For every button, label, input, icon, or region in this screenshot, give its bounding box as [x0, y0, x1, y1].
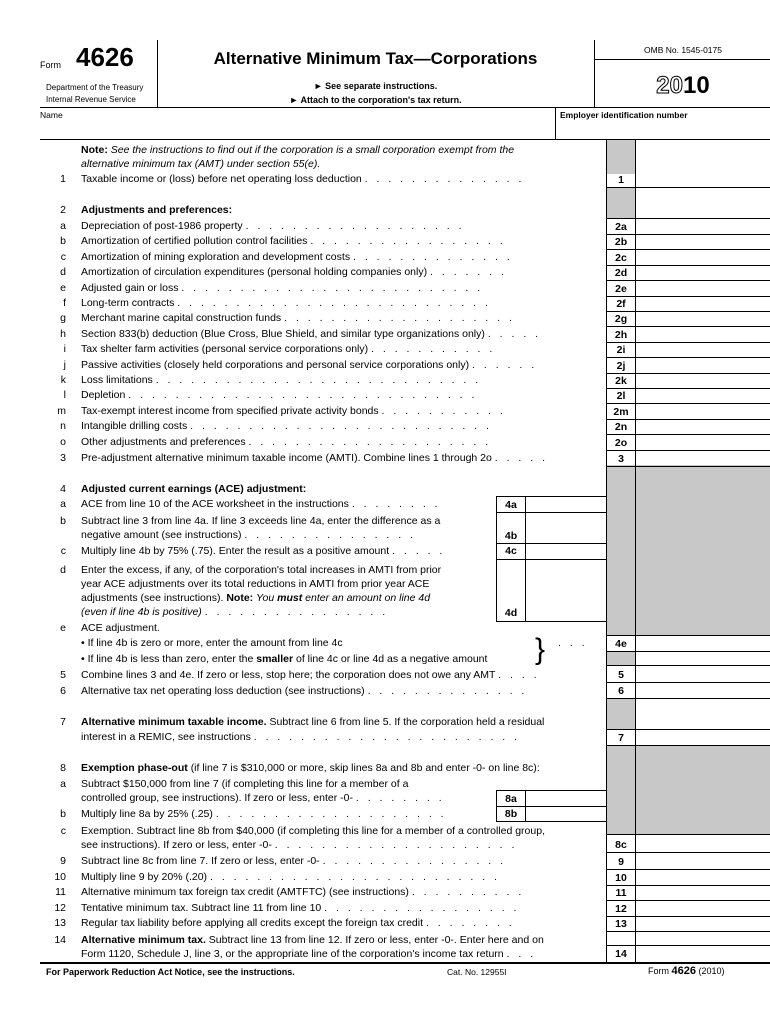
line-5-dots: . . . .: [498, 669, 540, 681]
irs-label: Internal Revenue Service: [46, 95, 136, 104]
line-8-bold: Exemption phase-out: [81, 762, 188, 774]
line-4d-row-4: [81, 606, 388, 619]
line-4e-text: ACE adjustment.: [81, 622, 160, 634]
line-4d-box-label: 4d: [504, 607, 518, 619]
line-7-dots: . . . . . . . . . . . . . . . . . . . . . . .: [253, 731, 521, 743]
line-9-amount[interactable]: [636, 854, 770, 869]
tax-year: [596, 73, 770, 99]
line-13-number: 13: [54, 917, 66, 930]
line-2f-amount[interactable]: [636, 296, 770, 311]
line-2d-text: Amortization of circulation expenditures (personal holding companies only): [81, 266, 428, 279]
header-rule: [40, 107, 770, 108]
line-1-amount[interactable]: [636, 174, 770, 187]
line-8c-text-2: see instructions). If zero or less, enter -0-: [81, 839, 272, 851]
line-4c-box-label: 4c: [505, 545, 517, 557]
name-label: Name: [40, 110, 63, 120]
line-2a-text: Depreciation of post-1986 property: [81, 220, 243, 232]
note-line-1: [81, 144, 514, 157]
line-2j-letter: j: [63, 358, 66, 371]
line-2l-amount[interactable]: [636, 388, 770, 403]
line-2j-dots: . . . . . .: [472, 358, 538, 371]
footer-rule: [40, 962, 770, 964]
line-5-number: 5: [60, 669, 66, 681]
line-4a-box-label: 4a: [505, 499, 517, 511]
line-4d-row-3: [81, 592, 430, 605]
line-8a-text-2: controlled group, see instructions). If zero or less, enter -0-: [81, 792, 353, 804]
line-3-number: 3: [60, 452, 66, 464]
shade-6: [607, 746, 635, 834]
form-title: Alternative Minimum Tax—Corporations: [213, 49, 538, 68]
line-2b-text: Amortization of certified pollution control facilities: [81, 235, 308, 248]
line-2c-dots: . . . . . . . . . . . . . .: [352, 250, 513, 263]
line-2j-amount[interactable]: [636, 358, 770, 373]
line-11-dots: . . . . . . . . . .: [411, 886, 525, 899]
line-2l-text: Depletion: [81, 389, 126, 402]
sub-rule-4-top: [496, 496, 606, 497]
line-4b-amount[interactable]: [526, 528, 606, 543]
line-2c-text: Amortization of mining exploration and development costs: [81, 250, 351, 263]
line-2k-letter: k: [60, 374, 66, 386]
line-14-row-2: [81, 948, 536, 961]
rule-7-top: [606, 729, 770, 730]
line-7-text-1: Subtract line 6 from line 5. If the corporation held a residual: [269, 716, 545, 728]
line-8b-amount[interactable]: [526, 807, 606, 821]
line-2g-box-label: 2g: [614, 313, 628, 326]
attach-note: ► Attach to the corporation's tax return.: [289, 95, 462, 105]
line-2n-letter: n: [60, 420, 66, 433]
sub-rule-8a: [496, 806, 606, 807]
sub-rule-8-top: [496, 790, 606, 791]
line-2n-row: [81, 420, 492, 433]
line-8c-letter: c: [60, 825, 66, 837]
shade-1: [607, 140, 635, 174]
line-4e-bullet-2a: • If line 4b is less than zero, enter the: [81, 653, 254, 665]
line-2d-letter: d: [60, 266, 66, 279]
line-1-dots: . . . . . . . . . . . . . .: [364, 173, 525, 185]
line-6-amount[interactable]: [636, 683, 770, 698]
shade-5: [607, 698, 635, 729]
line-9-dots: . . . . . . . . . . . . . . . .: [322, 855, 507, 867]
line-4d-text-4: (even if line 4b is positive): [81, 606, 202, 618]
line-4d-text-3d: must: [277, 592, 303, 604]
line-8b-row: [81, 808, 447, 821]
rule-3: [606, 466, 770, 467]
line-2d-row: [81, 266, 507, 279]
line-5-text: Combine lines 3 and 4e. If zero or less, stop here; the corporation does not owe any AMT: [81, 669, 496, 681]
line-11-text: Alternative minimum tax foreign tax credit (AMTFTC) (see instructions): [81, 886, 409, 899]
line-4b-text-1: Subtract line 3 from line 4a. If line 3 exceeds line 4a, enter the difference as a: [81, 515, 441, 527]
line-12-row: [81, 902, 519, 915]
line-4e-dots: . . .: [558, 637, 588, 649]
line-4d-dots: . . . . . . . . . . . . . . . .: [204, 606, 389, 618]
line-7-amount[interactable]: [636, 730, 770, 745]
line-4d-text-3a: adjustments (see instructions).: [81, 592, 224, 604]
line-2l-letter: l: [63, 389, 66, 402]
name-field[interactable]: [40, 118, 555, 138]
line-7-row-1: [81, 716, 544, 729]
omb-rule: [595, 59, 770, 60]
shade-4: [607, 652, 635, 665]
line-2g-dots: . . . . . . . . . . . . . . . . . . . .: [284, 312, 515, 325]
shade-amount-8: [636, 746, 770, 834]
line-8-number: 8: [60, 762, 66, 774]
line-5-amount[interactable]: [636, 666, 770, 682]
line-2e-amount[interactable]: [636, 281, 770, 296]
line-8a-text-1: Subtract $150,000 from line 7 (if completing this line for a member of a: [81, 778, 409, 790]
line-2b-letter: b: [60, 235, 66, 248]
line-5-row: [81, 669, 540, 682]
line-9-row: [81, 855, 506, 868]
instructions-note: ► See separate instructions.: [313, 81, 438, 91]
line-13-box-label: 13: [615, 918, 627, 931]
line-7-text-2: interest in a REMIC, see instructions: [81, 731, 251, 743]
rule-8c: [606, 852, 770, 853]
line-8b-box-label: 8b: [504, 808, 518, 820]
ein-field[interactable]: [556, 118, 770, 138]
line-2c-letter: c: [60, 250, 66, 263]
note-text-2: alternative minimum tax (AMT) under section 55(e).: [81, 158, 321, 170]
sub-rule-8b: [496, 821, 606, 822]
line-2m-box-label: 2m: [613, 405, 629, 418]
line-14-amount[interactable]: [636, 946, 770, 962]
sub-rule-4b: [496, 543, 606, 544]
line-2e-dots: . . . . . . . . . . . . . . . . . . . . . . . . . .: [181, 281, 484, 294]
line-2n-text: Intangible drilling costs: [81, 420, 188, 433]
rule-13: [606, 931, 770, 932]
line-1-row: [81, 173, 524, 186]
line-10-box-label: 10: [615, 871, 627, 884]
line-12-box-label: 12: [615, 902, 627, 915]
rule-4e-top: [606, 635, 770, 636]
paperwork-notice: For Paperwork Reduction Act Notice, see the instructions.: [46, 967, 295, 977]
tax-year-bold: 10: [683, 72, 710, 99]
note-text-1: See the instructions to find out if the corporation is a small corporation exempt from the: [110, 144, 515, 156]
line-14-box-label: 14: [615, 948, 627, 960]
line-4d-text-3e: enter an amount on line 4d: [305, 592, 431, 604]
line-4d-text-2: year ACE adjustments over its total reductions in AMTI from prior year ACE: [81, 578, 430, 590]
line-2h-row: [81, 328, 541, 341]
line-1-box-label: 1: [618, 174, 624, 186]
line-10-dots: . . . . . . . . . . . . . . . . . . . . . . . . .: [209, 870, 500, 883]
line-7-row-2: [81, 731, 520, 744]
line-2c-row: [81, 251, 513, 264]
line-2d-dots: . . . . . . .: [430, 266, 507, 279]
form-number: 4626: [76, 42, 134, 72]
line-9-number: 9: [60, 855, 66, 867]
line-4b-row: [81, 529, 416, 542]
line-8b-letter: b: [60, 808, 66, 820]
line-8c-box-label: 8c: [615, 839, 627, 851]
line-2i-text: Tax shelter farm activities (personal service corporations only): [81, 343, 369, 356]
line-2h-amount[interactable]: [636, 327, 770, 342]
line-7-bold: Alternative minimum taxable income.: [81, 716, 267, 728]
line-7-number: 7: [60, 716, 66, 728]
line-14-bold: Alternative minimum tax.: [81, 934, 206, 946]
rule-7: [606, 745, 770, 746]
line-2j-text: Passive activities (closely held corporations and personal service corporations only): [81, 358, 470, 371]
line-4e-brace: }: [535, 633, 546, 666]
line-8-row: [81, 762, 540, 775]
line-2k-box-label: 2k: [615, 375, 627, 387]
line-2h-dots: . . . . .: [487, 327, 542, 340]
line-4a-amount[interactable]: [526, 497, 606, 512]
line-2i-letter: i: [63, 343, 66, 356]
line-2l-box-label: 2l: [616, 390, 626, 403]
line-2e-row: [81, 282, 483, 295]
line-4c-dots: . . . . .: [392, 545, 446, 557]
line-4e-bullet-2c: of line 4c or line 4d as a negative amount: [295, 653, 488, 665]
line-2b-dots: . . . . . . . . . . . . . . . . .: [310, 235, 506, 248]
line-1-number: 1: [60, 173, 66, 185]
line-4e-box-label: 4e: [615, 638, 627, 650]
line-4e-bullet-1: • If line 4b is zero or more, enter the amount from line 4c: [81, 637, 343, 649]
line-14-dots: . . .: [506, 948, 537, 960]
line-2k-dots: . . . . . . . . . . . . . . . . . . . . . . . . . . . .: [155, 374, 482, 386]
line-2e-text: Adjusted gain or loss: [81, 281, 179, 294]
line-2g-amount[interactable]: [636, 311, 770, 326]
rule-2-top: [606, 218, 770, 219]
line-13-text: Regular tax liability before applying all credits except the foreign tax credit: [81, 917, 424, 930]
rule-4e: [606, 651, 770, 652]
line-3-amount[interactable]: [636, 451, 770, 466]
line-2o-amount[interactable]: [636, 435, 770, 450]
footer-form-id: [648, 965, 725, 978]
line-4c-letter: c: [60, 545, 66, 557]
rule-5-top: [606, 665, 770, 666]
line-11-amount[interactable]: [636, 885, 770, 900]
line-8b-dots: . . . . . . . . . . . . . . . . . . . .: [215, 808, 447, 820]
line-4e-bullet-2-row: [81, 653, 487, 666]
line-12-dots: . . . . . . . . . . . . . . . . .: [324, 901, 520, 914]
line-4e-bullet-2b: smaller: [256, 653, 294, 665]
line-2k-row: [81, 374, 481, 387]
line-8a-box-label: 8a: [505, 793, 517, 805]
line-2o-text: Other adjustments and preferences: [81, 435, 246, 448]
line-2d-amount[interactable]: [636, 265, 770, 280]
line-10-amount[interactable]: [636, 870, 770, 885]
line-4b-letter: b: [60, 515, 66, 527]
line-2l-dots: . . . . . . . . . . . . . . . . . . . . . . . . . . . . . .: [128, 389, 478, 402]
footer-form-prefix: Form: [648, 966, 669, 976]
line-2o-box-label: 2o: [614, 436, 628, 449]
line-2e-letter: e: [60, 281, 66, 294]
line-7-box-label: 7: [618, 732, 624, 744]
line-13-dots: . . . . . . . .: [425, 917, 515, 930]
line-6-box-label: 6: [618, 685, 624, 697]
line-9-box-label: 9: [618, 856, 624, 868]
line-4c-row: [81, 545, 445, 558]
line-2n-box-label: 2n: [614, 421, 628, 434]
line-4b-dots: . . . . . . . . . . . . . . .: [244, 529, 417, 541]
line-2a-dots: . . . . . . . . . . . . . . . . . . .: [245, 220, 465, 232]
footer-form-year: (2010): [698, 966, 725, 976]
line-2l-row: [81, 389, 477, 402]
rule-1: [606, 187, 770, 188]
line-2o-letter: o: [60, 435, 66, 448]
note-label: Note:: [81, 144, 108, 156]
line-14-text-1: Subtract line 13 from line 12. If zero or less, enter -0-. Enter here and on: [208, 934, 544, 946]
line-2a-row: [81, 220, 465, 233]
line-6-row: [81, 685, 527, 698]
rule-6: [606, 698, 770, 699]
line-3-box-label: 3: [618, 453, 624, 465]
line-14-row-1: [81, 934, 544, 947]
line-14-number: 14: [54, 934, 66, 946]
line-2c-amount[interactable]: [636, 250, 770, 265]
line-2k-amount[interactable]: [636, 373, 770, 388]
line-12-number: 12: [54, 901, 66, 914]
line-2b-amount[interactable]: [636, 234, 770, 249]
line-4a-letter: a: [60, 498, 66, 510]
line-2a-amount[interactable]: [636, 219, 770, 234]
line-11-box-label: 11: [615, 887, 627, 900]
line-2a-letter: a: [60, 220, 66, 232]
rule-14-top: [606, 945, 770, 946]
line-14-text-2: Form 1120, Schedule J, line 3, or the appropriate line of the corporation's income tax return: [81, 948, 504, 960]
line-2m-dots: . . . . . . . . . . .: [381, 404, 506, 417]
line-2b-box-label: 2b: [614, 236, 628, 249]
shade-3: [607, 465, 635, 635]
line-2i-dots: . . . . . . . . . . .: [371, 343, 496, 356]
line-2m-amount[interactable]: [636, 404, 770, 419]
line-8c-dots: . . . . . . . . . . . . . . . . . . . . .: [274, 839, 518, 851]
line-4-number: 4: [60, 483, 66, 495]
line-4b-text-2: negative amount (see instructions): [81, 529, 242, 541]
line-4e-amount[interactable]: [636, 636, 770, 651]
line-2f-row: [81, 297, 491, 310]
line-1-text: Taxable income or (loss) before net operating loss deduction: [81, 173, 362, 185]
line-2i-box-label: 2i: [616, 344, 626, 357]
line-2b-row: [81, 235, 506, 248]
line-2g-row: [81, 312, 515, 325]
line-2f-text: Long-term contracts: [81, 297, 175, 309]
tax-year-outline: 20: [656, 72, 683, 99]
line-4a-dots: . . . . . . . .: [351, 498, 441, 510]
shade-amount-4: [636, 465, 770, 635]
shade-2: [607, 187, 635, 218]
line-2e-box-label: 2e: [615, 282, 627, 295]
line-12-text: Tentative minimum tax. Subtract line 11 from line 10: [81, 901, 322, 914]
line-6-text: Alternative tax net operating loss deduction (see instructions): [81, 685, 365, 697]
line-4d-text-3c: You: [256, 592, 275, 604]
line-4d-letter: d: [60, 564, 66, 576]
line-2i-amount[interactable]: [636, 342, 770, 357]
line-4a-text: ACE from line 10 of the ACE worksheet in the instructions: [81, 498, 349, 510]
ein-label: Employer identification number: [560, 110, 688, 120]
line-6-dots: . . . . . . . . . . . . . .: [367, 685, 528, 697]
line-3-row: [81, 452, 548, 465]
line-2j-box-label: 2j: [616, 359, 626, 372]
line-2-number: 2: [60, 204, 66, 216]
form-label: Form: [40, 60, 61, 70]
line-2n-dots: . . . . . . . . . . . . . . . . . . . . . . . . . .: [190, 420, 492, 433]
line-2g-letter: g: [60, 312, 66, 325]
line-2m-letter: m: [57, 404, 66, 417]
line-2k-text: Loss limitations: [81, 374, 153, 386]
line-2m-row: [81, 405, 506, 418]
line-5-box-label: 5: [618, 669, 624, 681]
line-2m-text: Tax-exempt interest income from specified private activity bonds: [81, 404, 379, 417]
line-13-amount[interactable]: [636, 916, 770, 931]
header-divider-right: [594, 40, 595, 108]
line-8a-amount[interactable]: [526, 791, 606, 806]
line-6-number: 6: [60, 685, 66, 697]
footer-form-number: 4626: [671, 965, 696, 977]
line-8a-dots: . . . . . . . .: [355, 792, 445, 804]
line-2n-amount[interactable]: [636, 419, 770, 434]
line-11-number: 11: [55, 886, 66, 899]
line-10-row: [81, 871, 500, 884]
line-4d-note-label: Note:: [226, 592, 254, 604]
line-4c-amount[interactable]: [526, 544, 606, 559]
line-2f-letter: f: [63, 297, 66, 309]
line-8a-letter: a: [60, 778, 66, 790]
line-11-row: [81, 886, 524, 899]
line-2d-box-label: 2d: [614, 267, 628, 280]
line-2f-dots: . . . . . . . . . . . . . . . . . . . . . . . . . . .: [177, 297, 491, 309]
line-8c-text-1: Exemption. Subtract line 8b from $40,000 (if completing this line for a member of a controlled group,: [81, 825, 545, 837]
line-2a-box-label: 2a: [615, 221, 627, 233]
sub-rule-4c: [496, 559, 606, 560]
line-4d-amount[interactable]: [526, 605, 606, 620]
line-2f-box-label: 2f: [616, 298, 626, 310]
line-4d-text-1: Enter the excess, if any, of the corporation's total increases in AMTI from prior: [81, 564, 442, 576]
line-2g-text: Merchant marine capital construction funds: [81, 312, 282, 325]
omb-number: OMB No. 1545-0175: [644, 45, 722, 55]
department-label: Department of the Treasury: [46, 83, 144, 92]
line-2c-box-label: 2c: [615, 251, 627, 264]
line-2o-row: [81, 436, 491, 449]
line-2-heading: Adjustments and preferences:: [81, 204, 233, 216]
catalog-number: Cat. No. 12955I: [447, 967, 507, 977]
line-4-heading: Adjusted current earnings (ACE) adjustment:: [81, 483, 307, 495]
line-8a-row-2: [81, 792, 445, 805]
line-8-text: (if line 7 is $310,000 or more, skip lines 8a and 8b and enter -0- on line 8c):: [190, 762, 540, 774]
line-10-text: Multiply line 9 by 20% (.20): [81, 870, 208, 883]
sub-rule-4a: [496, 512, 606, 513]
line-2j-row: [81, 359, 537, 372]
line-8c-row-2: [81, 839, 517, 852]
line-4a-row: [81, 498, 441, 511]
line-2h-box-label: 2h: [614, 328, 628, 341]
line-2h-text: Section 833(b) deduction (Blue Cross, Blue Shield, and similar type organizations only): [81, 327, 485, 340]
line-4e-letter: e: [60, 622, 66, 634]
line-3-dots: . . . . .: [494, 452, 549, 464]
sub-rule-4d: [496, 621, 606, 622]
line-8b-text: Multiply line 8a by 25% (.25): [81, 808, 213, 820]
line-4c-text: Multiply line 4b by 75% (.75). Enter the result as a positive amount: [81, 545, 390, 557]
line-12-amount[interactable]: [636, 901, 770, 916]
line-10-number: 10: [54, 870, 66, 883]
rule-8c-top: [606, 834, 770, 835]
line-13-row: [81, 917, 515, 930]
name-rule: [40, 139, 770, 140]
line-2h-letter: h: [60, 327, 66, 340]
line-8c-amount[interactable]: [636, 835, 770, 852]
line-9-text: Subtract line 8c from line 7. If zero or less, enter -0-: [81, 855, 320, 867]
line-3-text: Pre-adjustment alternative minimum taxable income (AMTI). Combine lines 1 through 2o: [81, 452, 492, 464]
line-4b-box-label: 4b: [504, 530, 518, 542]
line-2o-dots: . . . . . . . . . . . . . . . . . . . . .: [248, 435, 492, 448]
line-2i-row: [81, 343, 495, 356]
